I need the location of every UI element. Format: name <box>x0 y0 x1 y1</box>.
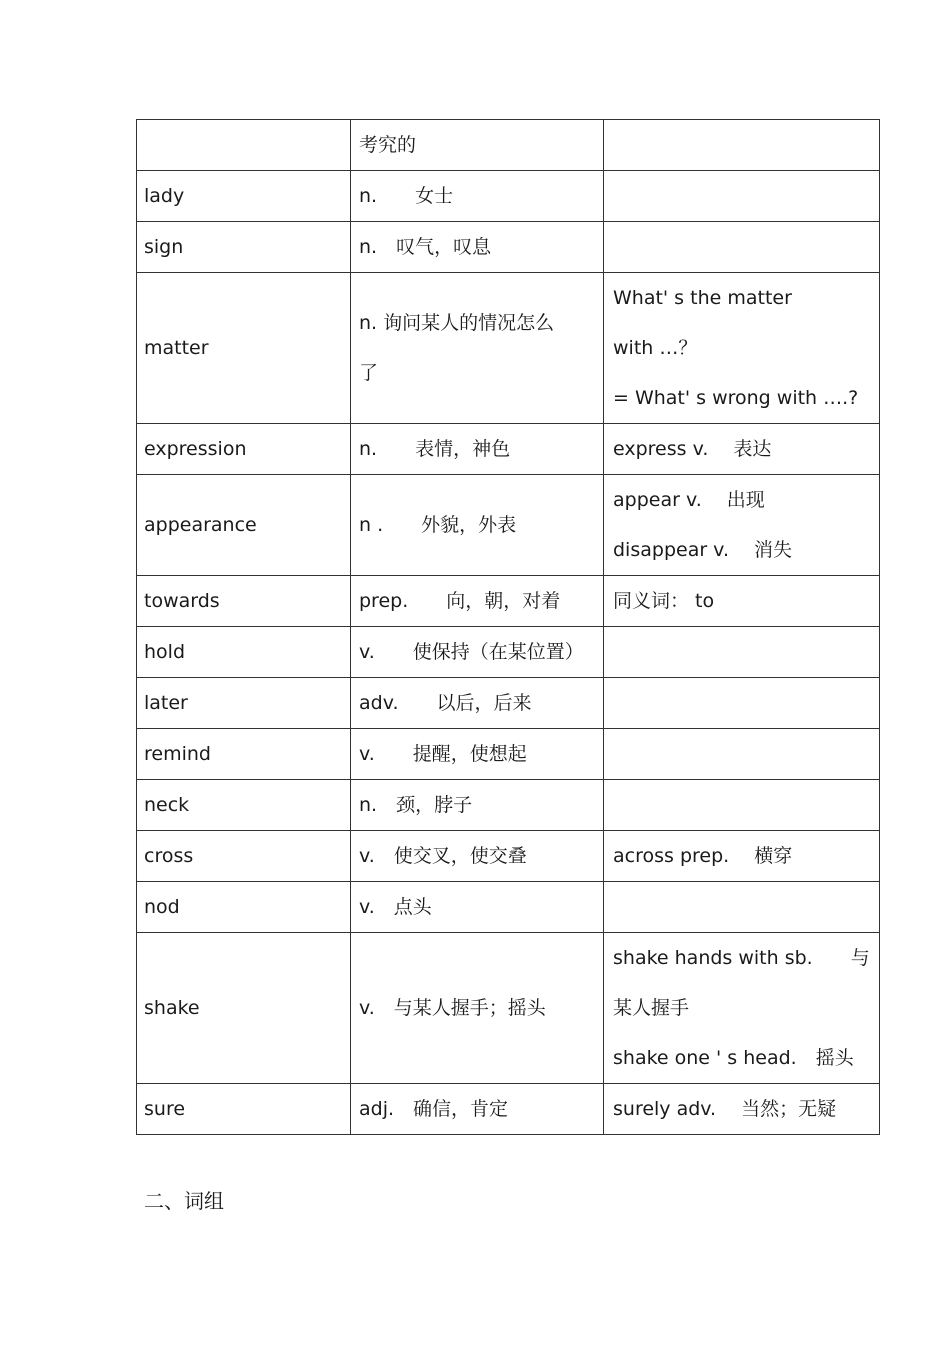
note-line: express v. 表达 <box>613 438 772 460</box>
meaning-line: n. 叹气，叹息 <box>359 236 492 258</box>
meaning-cell <box>351 120 604 171</box>
table-row <box>137 831 880 882</box>
meaning-cell <box>351 171 604 222</box>
table-row <box>137 627 880 678</box>
word-cell: sign <box>137 222 351 273</box>
word-cell: expression <box>137 424 351 475</box>
meaning-cell <box>351 882 604 933</box>
table-row <box>137 729 880 780</box>
note-cell <box>604 933 880 1084</box>
note-line: 同义词： to <box>613 590 715 612</box>
word-cell: later <box>137 678 351 729</box>
meaning-line: v. 使保持（在某位置） <box>359 641 584 663</box>
meaning-cell <box>351 780 604 831</box>
table-row <box>137 273 880 424</box>
table-row <box>137 475 880 576</box>
note-cell <box>604 576 880 627</box>
note-cell <box>604 1084 880 1135</box>
note-line: disappear v. 消失 <box>613 539 793 561</box>
word-cell: lady <box>137 171 351 222</box>
table-row <box>137 882 880 933</box>
word-cell: remind <box>137 729 351 780</box>
word-cell <box>137 120 351 171</box>
meaning-line: adv. 以后，后来 <box>359 692 532 714</box>
note-cell <box>604 120 880 171</box>
table-row <box>137 424 880 475</box>
meaning-line: v. 使交叉，使交叠 <box>359 845 527 867</box>
note-cell <box>604 424 880 475</box>
meaning-line: v. 提醒，使想起 <box>359 743 527 765</box>
meaning-line: n . 外貌，外表 <box>359 514 517 536</box>
note-line: across prep. 横穿 <box>613 845 793 867</box>
meaning-cell <box>351 576 604 627</box>
note-line: = What' s wrong with ….? <box>613 387 859 409</box>
note-cell <box>604 273 880 424</box>
note-cell <box>604 171 880 222</box>
meaning-cell <box>351 627 604 678</box>
note-line: appear v. 出现 <box>613 489 765 511</box>
table-row <box>137 120 880 171</box>
table-row <box>137 171 880 222</box>
table-row <box>137 222 880 273</box>
meaning-cell <box>351 678 604 729</box>
meaning-cell <box>351 222 604 273</box>
meaning-cell <box>351 273 604 424</box>
word-cell: towards <box>137 576 351 627</box>
note-cell <box>604 678 880 729</box>
meaning-line: prep. 向，朝，对着 <box>359 590 561 612</box>
meaning-line: n. 女士 <box>359 185 454 207</box>
meaning-cell <box>351 424 604 475</box>
note-line: shake one ' s head. 摇头 <box>613 1047 854 1069</box>
table-row <box>137 780 880 831</box>
note-cell <box>604 627 880 678</box>
table-row <box>137 576 880 627</box>
note-cell <box>604 222 880 273</box>
word-cell: sure <box>137 1084 351 1135</box>
meaning-line: v. 点头 <box>359 896 432 918</box>
word-cell: hold <box>137 627 351 678</box>
note-cell <box>604 729 880 780</box>
meaning-cell <box>351 831 604 882</box>
meaning-line: adj. 确信，肯定 <box>359 1098 509 1120</box>
note-cell <box>604 882 880 933</box>
note-line: with …？ <box>613 337 698 359</box>
note-cell <box>604 831 880 882</box>
table-row <box>137 933 880 1084</box>
meaning-line: n. 颈，脖子 <box>359 794 473 816</box>
table-row <box>137 678 880 729</box>
meaning-line: n. 询问某人的情况怎么 <box>359 312 555 334</box>
note-line: 某人握手 <box>613 997 690 1019</box>
vocabulary-table-body <box>137 120 880 1135</box>
word-cell: shake <box>137 933 351 1084</box>
meaning-cell <box>351 729 604 780</box>
vocabulary-table <box>136 119 880 1135</box>
table-row <box>137 1084 880 1135</box>
meaning-line: n. 表情，神色 <box>359 438 511 460</box>
meaning-cell <box>351 933 604 1084</box>
meaning-line: v. 与某人握手；摇头 <box>359 997 546 1019</box>
word-cell: appearance <box>137 475 351 576</box>
meaning-cell <box>351 1084 604 1135</box>
note-cell <box>604 780 880 831</box>
section-title-phrases: 二、词组 <box>144 1189 224 1213</box>
meaning-cell <box>351 475 604 576</box>
word-cell: matter <box>137 273 351 424</box>
note-line: surely adv. 当然；无疑 <box>613 1098 837 1120</box>
note-cell <box>604 475 880 576</box>
note-line: shake hands with sb. 与 <box>613 947 870 969</box>
word-cell: neck <box>137 780 351 831</box>
note-line: What' s the matter <box>613 287 792 309</box>
word-cell: nod <box>137 882 351 933</box>
meaning-line: 考究的 <box>359 134 417 156</box>
word-cell: cross <box>137 831 351 882</box>
meaning-line: 了 <box>359 362 379 384</box>
